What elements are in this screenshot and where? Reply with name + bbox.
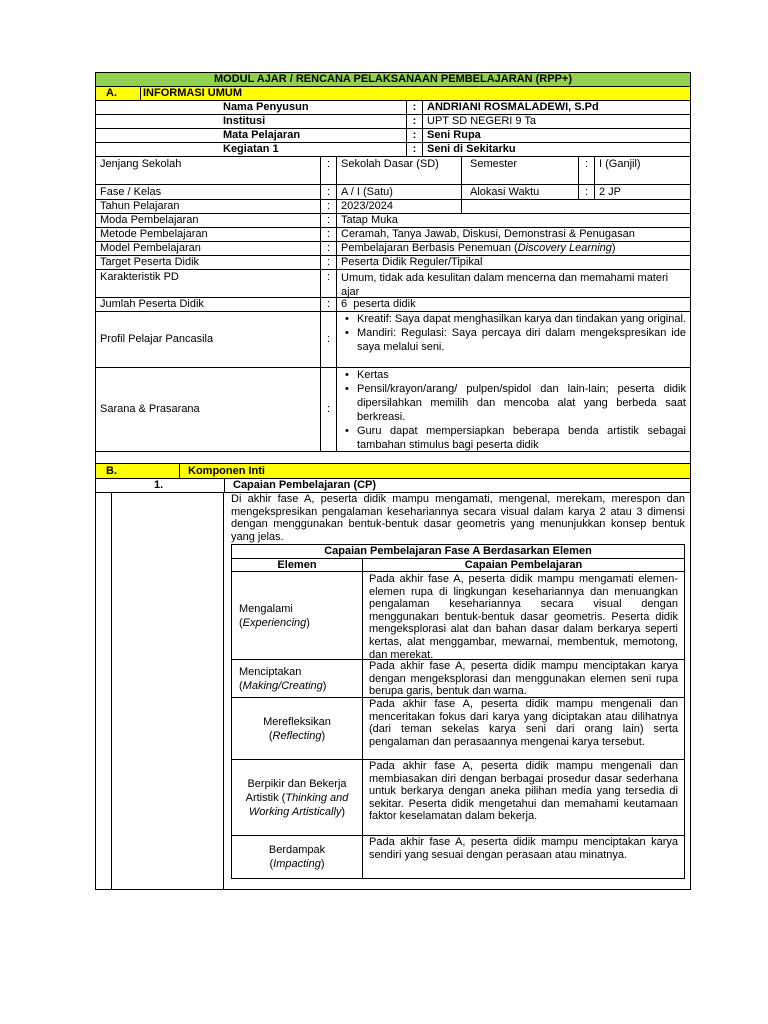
info-row-model — [96, 242, 690, 256]
field-value: Seni di Sekitarku — [422, 143, 690, 156]
element-name: Menciptakan (Making/Creating) — [239, 665, 327, 692]
field-row — [96, 143, 690, 157]
element-title-en: Thinking and Working Artistically — [248, 791, 349, 818]
element-title: Menciptakan — [239, 665, 302, 678]
element-text: Pada akhir fase A, peserta didik mampu menciptakan karya sendiri yang sesuai dengan perasaan atau minatnya. — [362, 836, 684, 878]
element-name: Mengalami (Experiencing) — [239, 602, 310, 629]
info-label: Karakteristik PD — [100, 271, 179, 283]
element-title: Berpikir dan Bekerja Artistik — [245, 777, 347, 804]
info-empty — [461, 200, 690, 213]
cp-number: 1. — [154, 479, 164, 491]
field-label: Institusi — [223, 115, 266, 127]
field-value: ANDRIANI ROSMALADEWI, S.Pd — [422, 101, 690, 114]
field-colon: : — [406, 115, 422, 128]
info-value: Sekolah Dasar (SD) — [336, 157, 461, 184]
info-label: Jumlah Peserta Didik — [100, 298, 204, 310]
info-colon: : — [320, 214, 336, 227]
info-label: Profil Pelajar Pancasila — [100, 333, 214, 345]
info-row-jenjang — [96, 157, 690, 185]
section-a-row — [96, 87, 690, 101]
col-header-capaian: Capaian Pembelajaran — [362, 559, 684, 571]
info-colon: : — [320, 270, 336, 297]
cp-heading-row — [96, 479, 690, 493]
sarana-item: • Guru dapat mempersiapkan beberapa benda artistik sebagai tambahan stimulus bagi peserta didik — [341, 424, 686, 452]
info-label: Target Peserta Didik — [100, 256, 200, 268]
sarana-list-cell — [336, 368, 690, 451]
info-colon: : — [320, 242, 336, 255]
model-text-end: ) — [611, 242, 616, 254]
field-value: Seni Rupa — [422, 129, 690, 142]
cp-table-row — [232, 760, 684, 836]
info-label: Tahun Pelajaran — [100, 200, 180, 212]
title-row — [96, 73, 690, 87]
info-row-moda — [96, 214, 690, 228]
profil-item: • Kreatif: Saya dapat menghasilkan karya dan tindakan yang original. — [341, 312, 686, 326]
info-value: Umum, tidak ada kesulitan dalam mencerna dan memahami materi ajar — [336, 270, 690, 297]
info-label: Semester — [461, 157, 578, 184]
cp-table — [231, 544, 685, 879]
info-value — [336, 242, 690, 255]
info-colon: : — [320, 256, 336, 269]
cp-table-row — [232, 660, 684, 698]
element-name: Berpikir dan Bekerja Artistik (Thinking and Working Artistically) — [245, 777, 349, 818]
model-text: Pembelajaran Berbasis Penemuan ( — [341, 242, 518, 254]
element-text: Pada akhir fase A, peserta didik mampu mengenali dan membiasakan diri dengan berbagai prosedur dasar sederhana untuk berkarya dengan aneka pilihan media yang tersedia di sekitar. Peserta didik mengetahui dan memahami keutamaan faktor keselamatan dalam bekerja. — [362, 760, 684, 835]
section-b-row — [96, 464, 690, 479]
document-title: MODUL AJAR / RENCANA PELAKSANAAN PEMBELAJARAN (RPP+) — [213, 73, 573, 85]
info-colon: : — [320, 228, 336, 241]
info-value: Ceramah, Tanya Jawab, Diskusi, Demonstrasi & Penugasan — [336, 228, 690, 241]
element-title-en: Making/Creating — [242, 679, 323, 692]
element-name: Merefleksikan (Reflecting) — [263, 715, 331, 742]
profil-list-cell — [336, 312, 690, 367]
info-colon: : — [320, 185, 336, 199]
sarana-item: • Pensil/krayon/arang/ pulpen/spidol dan lain-lain; peserta didik dipersilahkan memilih dan mencoba alat yang berbeda saat berkreasi. — [341, 382, 686, 424]
info-row-metode — [96, 228, 690, 242]
cp-table-title: Capaian Pembelajaran Fase A Berdasarkan Elemen — [324, 545, 592, 557]
info-value: 2 JP — [594, 185, 690, 199]
info-colon: : — [320, 200, 336, 213]
field-label: Kegiatan 1 — [223, 143, 279, 155]
info-value: 6 peserta didik — [336, 298, 690, 311]
info-value: Peserta Didik Reguler/Tipikal — [336, 256, 690, 269]
field-value: UPT SD NEGERI 9 Ta — [422, 115, 690, 128]
info-colon: : — [320, 312, 336, 367]
info-label: Moda Pembelajaran — [100, 214, 199, 226]
element-title-en: Impacting — [273, 858, 321, 870]
field-colon: : — [406, 101, 422, 114]
cp-table-row — [232, 836, 684, 878]
spacer-row — [96, 452, 690, 464]
cp-table-row — [232, 572, 684, 660]
element-text: Pada akhir fase A, peserta didik mampu mengenali dan menceritakan fokus dari karya yang diciptakan atau dilihatnya (dari teman sekelas karya seni dari orang lain) serta pengalaman dan perasaannya mengenai karya tersebut. — [362, 698, 684, 759]
section-a-letter: A. — [106, 87, 117, 99]
col-header-elemen: Elemen — [277, 558, 317, 571]
sarana-item: • Kertas — [341, 368, 686, 382]
element-text: Pada akhir fase A, peserta didik mampu mengamati elemen-elemen rupa di lingkungan kesehariannya dan menuangkan pengalaman kesehariannya secara visual dengan menggunakan bentuk-bentuk dasar geometris. Peserta didik mengeksplorasi alat dan bahan dasar dalam berkarya seperti kertas, alat menggambar, mewarnai, membentuk, memotong, dan merekat. — [362, 572, 684, 659]
info-label: Alokasi Waktu — [461, 185, 578, 199]
section-a-label: INFORMASI UMUM — [140, 87, 690, 100]
field-row — [96, 129, 690, 143]
model-text-italic: Discovery Learning — [517, 242, 612, 254]
info-label: Metode Pembelajaran — [100, 228, 208, 240]
info-label: Jenjang Sekolah — [100, 158, 182, 170]
element-title: Mengalami — [239, 602, 293, 615]
info-row-karakteristik — [96, 270, 690, 298]
field-label: Nama Penyusun — [223, 101, 309, 113]
info-colon: : — [578, 157, 594, 184]
field-row — [96, 101, 690, 115]
field-row — [96, 115, 690, 129]
element-title: Berdampak — [268, 844, 326, 856]
info-row-profil — [96, 312, 690, 368]
cp-table-header-row — [232, 559, 684, 572]
info-colon: : — [320, 157, 336, 184]
info-value: A / I (Satu) — [336, 185, 461, 199]
element-title: Merefleksikan — [263, 715, 331, 728]
field-colon: : — [406, 129, 422, 142]
info-label: Sarana & Prasarana — [100, 403, 200, 415]
cp-heading: Capaian Pembelajaran (CP) — [224, 479, 690, 492]
element-text: Pada akhir fase A, peserta didik mampu menciptakan karya dengan mengeksplorasi dan menggunakan elemen seni rupa berupa garis, bentuk dan warna. — [362, 660, 684, 697]
section-b-label: Komponen Inti — [179, 464, 690, 478]
field-colon: : — [406, 143, 422, 156]
column-divider — [223, 493, 224, 889]
profil-item: • Mandiri: Regulasi: Saya percaya diri dalam mengekspresikan ide saya melalui seni. — [341, 326, 686, 354]
element-title-en: Reflecting — [272, 729, 322, 742]
info-value: I (Ganjil) — [594, 157, 690, 184]
cp-paragraph: Di akhir fase A, peserta didik mampu mengamati, mengenal, merekam, merespon dan mengekspresikan pengalaman kesehariannya secara visual dalam karya 2 atau 3 dimensi dengan menggunakan bentuk-bentuk dasar geometris yang menunjukkan konsep bentuk yang jelas. — [231, 493, 685, 543]
info-row-fase — [96, 185, 690, 200]
column-divider — [111, 493, 112, 889]
element-title-en: Experiencing — [242, 616, 307, 629]
cp-table-row — [232, 698, 684, 760]
cp-table-title-row — [232, 545, 684, 559]
info-label: Model Pembelajaran — [100, 242, 201, 254]
info-colon: : — [320, 298, 336, 311]
info-row-jumlah — [96, 298, 690, 312]
element-name: Berdampak (Impacting) — [268, 844, 326, 870]
info-colon: : — [578, 185, 594, 199]
field-label: Mata Pelajaran — [223, 129, 301, 141]
info-row-sarana — [96, 368, 690, 452]
info-row-target — [96, 256, 690, 270]
info-label: Fase / Kelas — [100, 185, 162, 198]
info-value: Tatap Muka — [336, 214, 690, 227]
section-b-letter: B. — [106, 464, 117, 477]
info-value: 2023/2024 — [336, 200, 461, 213]
info-colon: : — [320, 368, 336, 451]
info-row-tahun — [96, 200, 690, 214]
